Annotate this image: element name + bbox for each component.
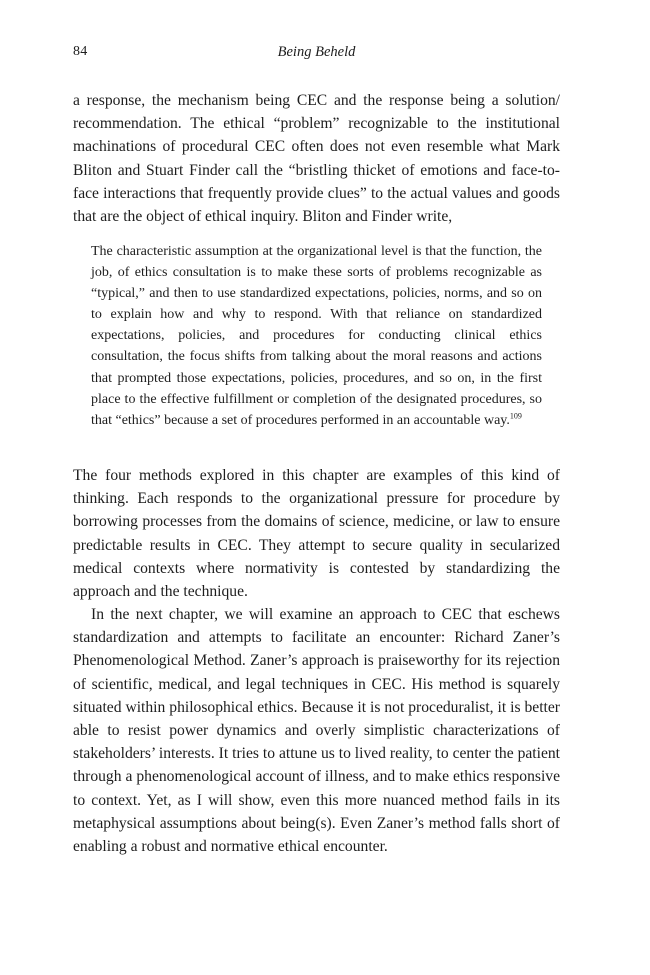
paragraph-next-chapter: In the next chapter, we will examine an approach to CEC that eschews standardization and attempts to facilitate an encounter: Richard Zaner’s Phenomenological Method. Zaner’s approach is praiseworthy for its rejection of scientific, medical, and legal techniques in CEC. His method is squarely situated within philosophical ethics. Because it is not proceduralist, it is better able to resist power dynamics and overly simplistic characterizations of stakeholders’ interests. It tries to attune us to lived reality, to center the patient through a phenomenological account of illness, and to make ethics responsive to context. Yet, as I will show, even this more nuanced method fails in its metaphysical assumptions about being(s). Even Zaner’s method falls short of enabling a robust and normative ethical encounter.: [73, 606, 560, 856]
footnote-marker: 109: [509, 411, 522, 421]
running-title: Being Beheld: [277, 44, 356, 60]
paragraph-intro: a response, the mechanism being CEC and the response being a solution/ recommendation. The ethical “problem” recognizable to the institutional machinations of procedural CEC often does not even resemble what Mark Bliton and Stuart Finder call the “bristling thicket of emotions and face-to-face interactions that frequently provide clues” to the actual values and goods that are the object of ethical inquiry. Bliton and Finder write,: [73, 92, 560, 226]
block-quote-text: The characteristic assumption at the organizational level is that the function, the job, of ethics consultation is to make these sorts of problems recognizable as “typical,” and then to use standardized expectations, policies, norms, and so on to explain how and why to respond. With that reliance on standardized expectations, policies, and procedures for conducting clinical ethics consultation, the focus shifts from talking about the moral reasons and actions that prompted those expectations, policies, procedures, and so on, in the first place to the effective fulfillment or completion of the designated procedures, so that “ethics” because a set of procedures performed in an accountable way.: [91, 244, 542, 428]
page-number: 84: [73, 44, 88, 59]
paragraph-four-methods: The four methods explored in this chapter are examples of this kind of thinking. Each responds to the organizational pressure for procedure by borrowing processes from the domains of science, medicine, or law to ensure predictable results in CEC. They attempt to secure quality in secularized medical contexts where normativity is contested by standardizing the approach and the technique.: [73, 467, 560, 601]
running-header: [73, 44, 560, 64]
block-quote: [91, 241, 542, 431]
